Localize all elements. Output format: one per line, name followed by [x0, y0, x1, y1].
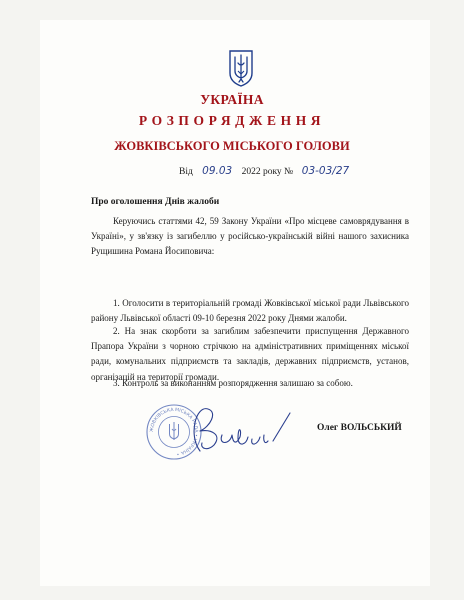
handwritten-number: 03-03/27 — [301, 165, 350, 177]
item-3-paragraph: 3. Контроль за виконанням розпорядження залишаю за собою. — [113, 378, 353, 388]
preamble-paragraph: Керуючись статтями 42, 59 Закону України «Про місцеве самоврядування в Україні», у зв'язку із загибеллю у російсько-українській війні нашого захисника Рущишина Романа Йосиповича: — [91, 216, 409, 257]
signer-name: Олег ВОЛЬСЬКИЙ — [317, 423, 402, 433]
issuer-heading: ЖОВКІВСЬКОГО МІСЬКОГО ГОЛОВИ — [114, 139, 350, 153]
handwritten-signature — [178, 395, 293, 463]
country-heading: УКРАЇНА — [200, 92, 264, 107]
handwritten-date: 09.03 — [202, 165, 233, 177]
document-subject: Про оголошення Днів жалоби — [91, 197, 220, 207]
coat-of-arms-icon — [228, 49, 254, 87]
date-label: Від — [179, 167, 193, 177]
number-label: № — [284, 167, 294, 177]
date-number-line — [179, 165, 356, 177]
seal-ring-text: ЖОВКІВСЬКА МІСЬКА РАДА • УКРАЇНА • — [149, 407, 199, 456]
year-text: 2022 року — [241, 167, 282, 177]
item-2-paragraph: 2. На знак скорботи за загиблим забезпечити приспущення Державного Прапора України з чорною стрічкою на адміністративних приміщеннях міської ради, комунальних підприємств та закладів, державних підприємств, установ, організацій на території громади. — [91, 326, 409, 382]
item-1-paragraph: 1. Оголосити в територіальній громаді Жовківської міської ради Львівського району Львівської області 09-10 березня 2022 року Днями жалоби. — [91, 298, 409, 324]
document-type-heading: РОЗПОРЯДЖЕННЯ — [138, 113, 326, 128]
